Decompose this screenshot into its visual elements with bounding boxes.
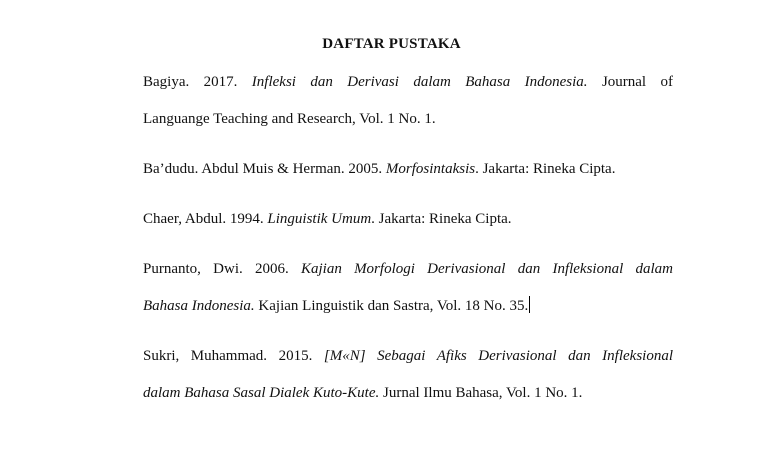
page-title: DAFTAR PUSTAKA [322,36,461,52]
reference-title: Kajian Morfologi Derivasional dan Infleksional dalam [300,261,674,277]
reference-source: . Jakarta: Rineka Cipta. [371,211,512,227]
reference-source: Journal of [601,74,673,90]
reference-title: dalam Bahasa Sasal Dialek Kuto-Kute. [143,385,380,401]
reference-title: Morfosintaksis [385,161,476,177]
reference-line [143,338,673,375]
reference-line [143,151,673,188]
text-cursor [529,296,530,313]
reference-source: Kajian Linguistik dan Sastra, Vol. 18 No. 35. [258,298,529,314]
reference-entry-sukri [143,338,673,412]
reference-line [143,251,673,288]
reference-author-year: Purnanto, Dwi. 2006. [143,261,289,277]
reference-title: Infleksi dan Derivasi dalam Bahasa Indonesia. [251,74,588,90]
reference-source: . Jakarta: Rineka Cipta. [475,161,616,177]
reference-source: Jurnal Ilmu Bahasa, Vol. 1 No. 1. [383,385,583,401]
reference-line [143,101,673,138]
reference-line [143,201,673,238]
reference-source: Languange Teaching and Research, Vol. 1 No. 1. [143,111,436,127]
reference-author-year: Chaer, Abdul. 1994. [143,211,264,227]
reference-entry-badudu [143,151,673,188]
reference-author-year: Ba’dudu. Abdul Muis & Herman. 2005. [143,161,383,177]
reference-title: Bahasa Indonesia. [143,298,255,314]
reference-line [143,375,673,412]
reference-author-year: Sukri, Muhammad. 2015. [143,348,313,364]
reference-line [143,288,673,325]
reference-title: [M«N] Sebagai Afiks Derivasional dan Infleksional [323,348,673,364]
reference-entry-chaer [143,201,673,238]
reference-entry-purnanto [143,251,673,325]
reference-title: Linguistik Umum [267,211,372,227]
reference-entry-bagiya [143,64,673,138]
reference-line [143,64,673,101]
reference-author-year: Bagiya. 2017. [143,74,238,90]
